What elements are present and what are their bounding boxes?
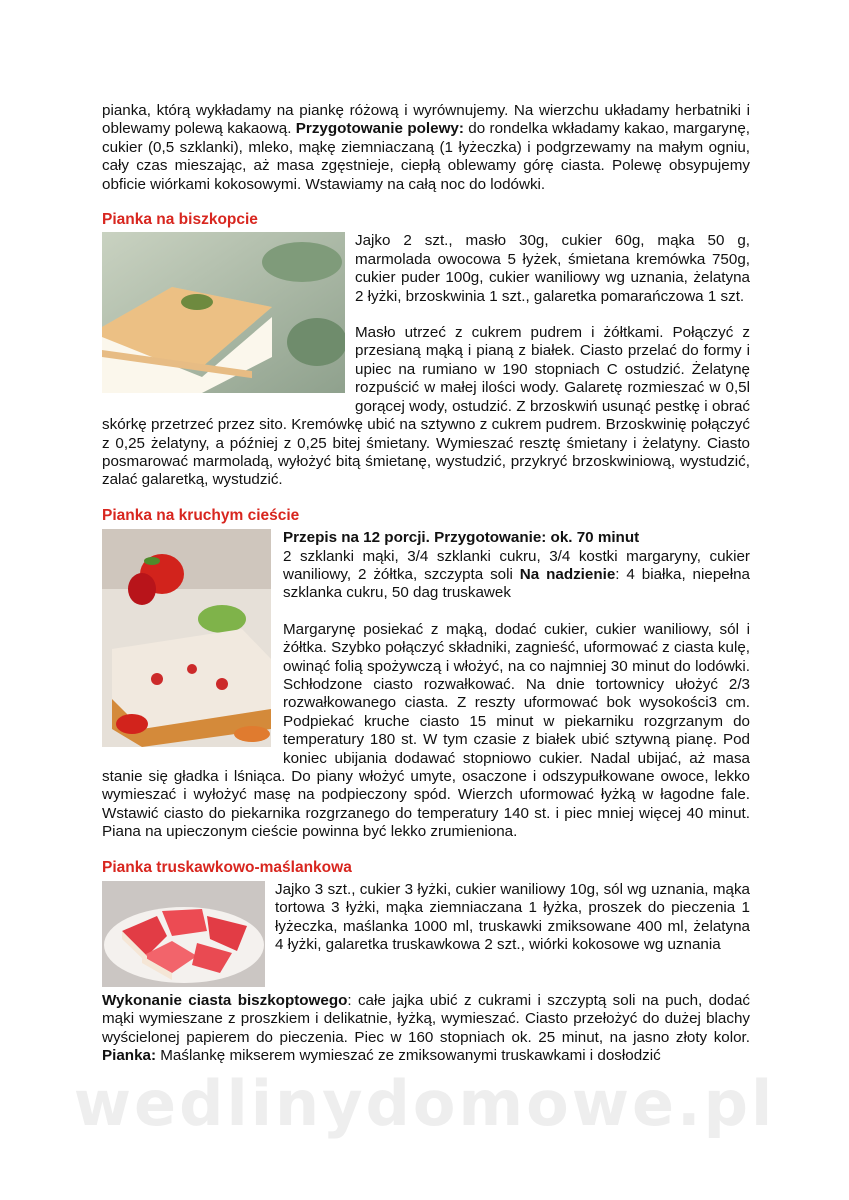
recipe-method: Masło utrzeć z cukrem pudrem i żółtkami. Połączyć z przesianą mąką i pianą z białek. Ciasto przelać do formy i upiec na rumiano w 190 stopniach C ostudzić. Żelatynę rozpuścić w małej ilości wody. Galaretę rozmieszać w 0,5l gorącej wody, ostudzić. Z brzoskwiń usunąć pestkę i obrać skórkę przetrzeć przez sito. Kremówkę ubić na sztywno z cukrem pudrem. Brzoskwinię połączyć z 0,25 żelatyny, a później z 0,25 bitej śmietany. Wymieszać resztę śmietany i żelatyny. Ciasto posmarować marmoladą, wyłożyć bitą śmietanę, wystudzić, przykryć brzoskwiniową, wystudzić, zalać galaretką, wystudzić. <box>102 324 750 489</box>
intro-text-continued: do rondelka wkładamy kakao, margarynę, cukier (0,5 szklanki), mleko, mąkę ziemniaczaną (1 łyżeczka) i podgrzewamy na małym ogniu, cały czas mieszając, aż masa zgęstnieje, ciepłą oblewamy górę ciasta. Polewę obsypujemy obficie wiórkami kokosowymi. Wstawiamy na całą noc do lodówki. <box>102 120 750 193</box>
recipe-method: Margarynę posiekać z mąką, dodać cukier, cukier waniliowy, sól i żółtka. Szybko połączyć składniki, zagnieść, uformować z ciasta kulę, owinąć folią spożywczą i włożyć, na co najmniej 30 minut do lodówki. Schłodzone ciasto rozwałkować. Na dnie tortownicy ułożyć 2/3 rozwałkowanego ciasta. Z reszty uformować bok wysokości3 cm. Podpiekać kruche ciasto 15 minut w piekarniku rozgrzanym do temperatury 180 st. W tym czasie z białek ubić sztywną pianę. Pod koniec ubijania dodawać stopniowo cukier. Nadal ubijać, aż masa stanie się gładka i lśniąca. Do piany włożyć umyte, osaczone i odszypułkowane owoce, lekko wymieszać i wyłożyć masę na podpieczony spód. Wierzch uformować łyżką w łagodne fale. Wstawić ciasto do piekarnika rozgrzanego do temperatury 140 st. i piec mniej więcej 40 minut. Piana na upieczonym cieście powinna być lekko zrumieniona. <box>102 620 750 841</box>
recipe-section <box>102 881 750 1066</box>
recipe-subtitle: Przepis na 12 porcji. Przygotowanie: ok. 70 minut <box>283 529 640 547</box>
ingredients-text: 2 szklanki mąki, 3/4 szklanki cukru, 3/4 kostki margaryny, cukier waniliowy, 2 żółtka, szczypta soli <box>283 547 750 583</box>
foam-text: Maślankę mikserem wymieszać ze zmiksowanymi truskawkami i dosłodzić <box>156 1047 661 1065</box>
cake-photo <box>102 881 265 987</box>
watermark: wedlinydomowe.pl <box>73 1067 776 1140</box>
recipe-title: Pianka na kruchym cieście <box>102 506 300 524</box>
recipe-ingredients: Jajko 2 szt., masło 30g, cukier 60g, mąka 50 g, marmolada owocowa 5 łyżek, śmietana kremówka 750g, cukier puder 100g, cukier waniliowy wg uznania, żelatyna 2 łyżki, brzoskwinia 1 szt., galaretka pomarańczowa 1 szt. <box>355 232 750 305</box>
recipe-ingredients: Jajko 3 szt., cukier 3 łyżki, cukier waniliowy 10g, sól wg uznania, mąka tortowa 3 łyżki, mąka ziemniaczana 1 łyżka, proszek do pieczenia 1 łyżeczka, maślanka 1000 ml, truskawki zmiksowane 400 ml, żelatyna 4 łyżki, galaretka truskawkowa 2 szt., wiórki kokosowe wg uznania <box>275 881 750 954</box>
recipe-section <box>102 232 750 489</box>
foam-label: Pianka: <box>102 1047 157 1065</box>
cake-photo <box>102 529 271 747</box>
filling-text: : 4 białka, niepełna szklanka cukru, 50 dag truskawek <box>283 565 750 602</box>
document-page <box>102 102 750 1066</box>
cake-photo <box>102 232 345 393</box>
intro-paragraph <box>102 102 750 194</box>
filling-label: Na nadzienie <box>519 565 616 583</box>
intro-text: pianka, którą wykładamy na piankę różową i wyrównujemy. Na wierzchu układamy herbatniki i oblewamy polewą kakaową. <box>102 102 750 138</box>
method-label: Wykonanie ciasta biszkoptowego <box>102 992 348 1010</box>
recipe-method <box>102 992 750 1066</box>
recipe-section <box>102 529 750 842</box>
recipe-title: Pianka na biszkopcie <box>102 211 258 229</box>
intro-bold-label: Przygotowanie polewy: <box>295 120 464 138</box>
method-text: : całe jajka ubić z cukrami i szczyptą soli na puch, dodać mąki wymieszane z proszkiem i delikatnie, łyżką, wymieszać. Ciasto przełożyć do dużej blachy wyścielonej papierem do pieczenia. Piec w 160 stopniach ok. 25 minut, na jasno złoty kolor. <box>102 992 750 1046</box>
recipe-title: Pianka truskawkowo-maślankowa <box>102 858 352 876</box>
